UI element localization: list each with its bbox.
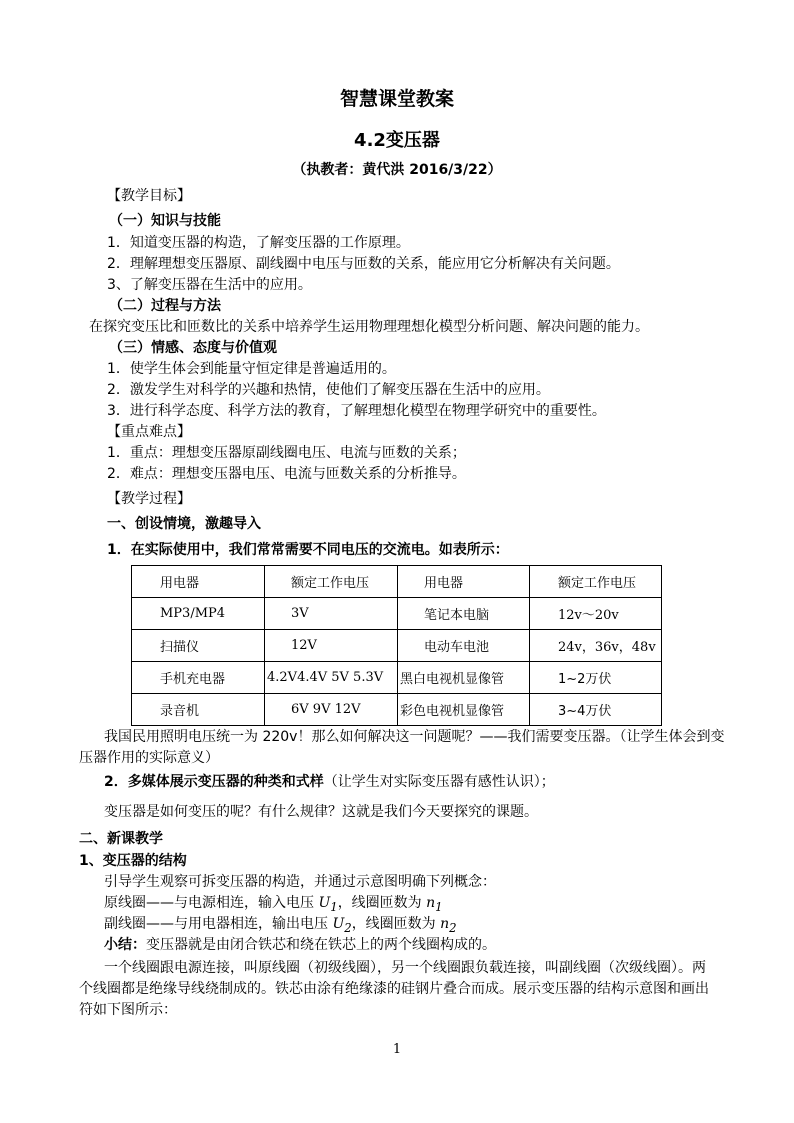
process-method-text: 在探究变压比和匝数比的关系中培养学生运用物理理想化模型分析问题、解决问题的能力。 xyxy=(89,319,649,335)
key-point-1: 1．重点：理想变压器原副线圈电压、电流与匝数的关系； xyxy=(107,445,466,461)
symbol-n2 xyxy=(440,916,457,935)
table-cell: 笔记本电脑 xyxy=(398,598,530,630)
paragraph-line-2: 个线圈都是绝缘导线绕制成的。铁芯由涂有绝缘漆的硅钢片叠合而成。展示变压器的结构示意图和画出 xyxy=(79,981,709,997)
table-cell: 3~4万伏 xyxy=(530,694,662,726)
table-header-cell: 用电器 xyxy=(132,566,265,598)
page-number: 1 xyxy=(392,1042,402,1057)
table-header-cell: 用电器 xyxy=(398,566,530,598)
symbol-u2-sub: 2 xyxy=(344,920,352,935)
table-cell: 12v～20v xyxy=(530,598,662,630)
symbol-n1-main: n xyxy=(426,895,436,911)
table-cell: 1~2万伏 xyxy=(530,662,662,694)
emotion-item-3: 3．进行科学态度、科学方法的教育，了解理想化模型在物理学研究中的重要性。 xyxy=(107,403,606,419)
objectives-heading: 【教学目标】 xyxy=(107,188,191,204)
primary-coil-text: 原线圈——与电源相连，输入电压 xyxy=(104,895,319,911)
symbol-u1-main: U xyxy=(318,895,331,911)
table-cell: 12V xyxy=(265,630,398,662)
guide-text: 引导学生观察可拆变压器的构造，并通过示意图明确下列概念： xyxy=(104,874,496,890)
structure-heading: 1、变压器的结构 xyxy=(79,853,187,869)
knowledge-item-1: 1．知道变压器的构造，了解变压器的工作原理。 xyxy=(107,235,410,251)
summary-text: 变压器就是由闭合铁芯和绕在铁芯上的两个线圈构成的。 xyxy=(146,937,496,953)
knowledge-heading: （一）知识与技能 xyxy=(109,213,221,229)
primary-coil-line xyxy=(104,894,443,916)
step1-text: 1．在实际使用中，我们常常需要不同电压的交流电。如表所示： xyxy=(107,542,509,558)
step2-rest: （让学生对实际变压器有感性认识）； xyxy=(323,774,555,790)
table-cell: 扫描仪 xyxy=(132,630,265,662)
table-cell: 6V 9V 12V xyxy=(265,694,398,726)
after-table-line-1: 我国民用照明电压统一为 220v！那么如何解决这一问题呢？——我们需要变压器。（让学生体会到变 xyxy=(104,729,725,745)
table-header-cell: 额定工作电压 xyxy=(265,566,398,598)
table-row xyxy=(132,694,662,726)
symbol-u1-sub: 1 xyxy=(330,899,338,914)
secondary-coil-line xyxy=(104,915,457,937)
symbol-u2-main: U xyxy=(332,916,345,932)
table-row xyxy=(132,598,662,630)
knowledge-item-3: 3、了解变压器在生活中的应用。 xyxy=(107,277,312,293)
table-cell: 黑白电视机显像管 xyxy=(398,662,530,694)
table-cell: 24v，36v，48v xyxy=(530,630,662,662)
table-cell: 3V xyxy=(265,598,398,630)
paragraph-line-3: 符如下图所示： xyxy=(79,1002,177,1018)
knowledge-item-2: 2．理解理想变压器原、副线圈中电压与匝数的关系，能应用它分析解决有关问题。 xyxy=(107,256,620,272)
table-row xyxy=(132,662,662,694)
secondary-coil-text: 副线圈——与用电器相连，输出电压 xyxy=(104,916,333,932)
table-header-row xyxy=(132,566,662,598)
process-heading: 【教学过程】 xyxy=(107,491,191,507)
voltage-table xyxy=(131,565,662,726)
author-line: （执教者：黄代洪 2016/3/22） xyxy=(292,162,502,178)
table-cell: 4.2V4.4V 5V 5.3V xyxy=(265,662,398,694)
table-cell: 电动车电池 xyxy=(398,630,530,662)
emotion-item-2: 2．激发学生对科学的兴趣和热情，使他们了解变压器在生活中的应用。 xyxy=(107,382,550,398)
emotion-item-1: 1．使学生体会到能量守恒定律是普遍适用的。 xyxy=(107,361,396,377)
key-point-2: 2．难点：理想变压器电压、电流与匝数关系的分析推导。 xyxy=(107,466,466,482)
process-method-heading: （二）过程与方法 xyxy=(109,298,221,314)
symbol-n2-main: n xyxy=(440,916,450,932)
symbol-u1 xyxy=(318,895,338,914)
question-text: 变压器是如何变压的呢？有什么规律？这就是我们今天要探究的课题。 xyxy=(104,804,538,820)
summary-line xyxy=(104,936,496,954)
symbol-n1 xyxy=(426,895,443,914)
after-table-line-2: 压器作用的实际意义） xyxy=(79,750,219,766)
part1-heading: 一、创设情境，激趣导入 xyxy=(107,516,261,532)
key-points-heading: 【重点难点】 xyxy=(107,424,191,440)
document-title: 智慧课堂教案 xyxy=(339,88,454,110)
lesson-title: 4.2变压器 xyxy=(354,130,440,151)
part2-heading: 二、新课教学 xyxy=(79,831,163,847)
table-cell: 彩色电视机显像管 xyxy=(398,694,530,726)
secondary-coil-mid: ，线圈匝数为 xyxy=(351,916,441,932)
symbol-u2 xyxy=(332,916,352,935)
table-row xyxy=(132,630,662,662)
table-cell: MP3/MP4 xyxy=(132,598,265,630)
step2-bold: 2．多媒体展示变压器的种类和式样 xyxy=(104,774,324,790)
symbol-n2-sub: 2 xyxy=(449,920,457,935)
paragraph-line-1: 一个线圈跟电源连接，叫原线圈（初级线圈），另一个线圈跟负载连接，叫副线圈（次级线圈）。两 xyxy=(104,960,706,976)
table-cell: 录音机 xyxy=(132,694,265,726)
emotion-heading: （三）情感、态度与价值观 xyxy=(109,340,277,356)
primary-coil-mid: ，线圈匝数为 xyxy=(337,895,427,911)
symbol-n1-sub: 1 xyxy=(435,899,443,914)
summary-label: 小结： xyxy=(104,937,146,953)
table-cell: 手机充电器 xyxy=(132,662,265,694)
table-header-cell: 额定工作电压 xyxy=(530,566,662,598)
step2-line xyxy=(104,773,555,791)
